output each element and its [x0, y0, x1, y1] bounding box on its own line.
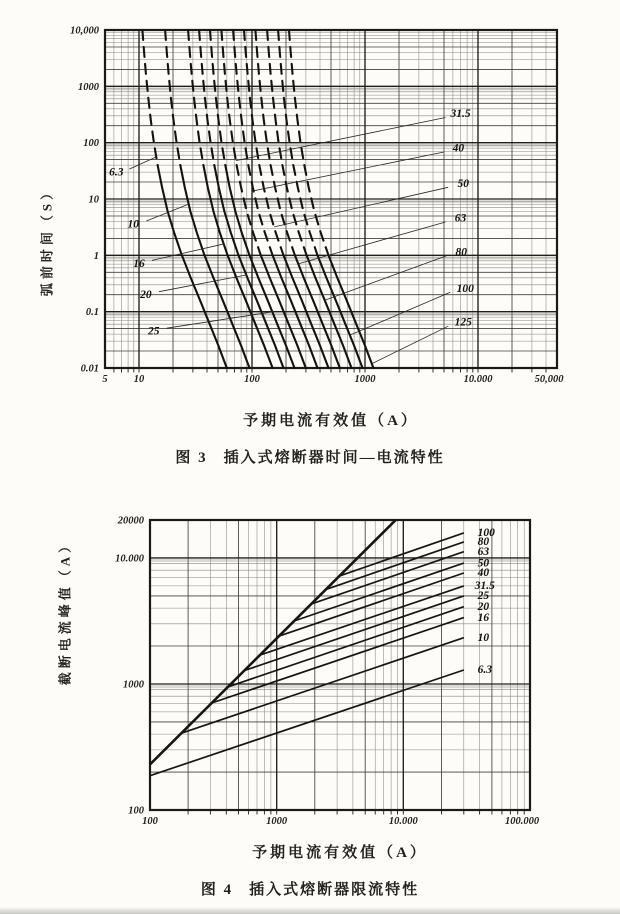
fig4-y-tick-label: 10.000 [115, 553, 144, 565]
fig3-curve-label-16: 16 [133, 257, 145, 270]
fig4-line-63 [150, 552, 464, 765]
fig3-curve-label-50: 50 [457, 177, 469, 190]
fig3-caption-number: 图 3 [175, 450, 208, 466]
fig4-line-label-63: 63 [477, 545, 490, 558]
fig3-curve-label-31.5: 31.5 [450, 107, 471, 120]
fig3-curve-6.3-lower [158, 165, 227, 368]
fig3-y-tick-label: 10,000 [70, 25, 99, 37]
fig3-y-axis-title: 弧前时间（S） [39, 182, 55, 297]
fig3-curve-label-6.3: 6.3 [109, 166, 124, 179]
fig4-caption-text: 插入式熔断器限流特性 [249, 882, 420, 898]
fig3-x-tick-label: 100 [244, 374, 260, 385]
fig3-y-tick-label: 100 [83, 138, 99, 150]
fig3-x-axis-title: 予期电流有效值（A） [243, 413, 419, 429]
fig4-y-tick-label: 100 [128, 805, 144, 817]
fig3-curve-label-40: 40 [452, 142, 465, 155]
fig3-leader-125 [372, 326, 448, 363]
fig3-leader-6.3 [129, 157, 155, 169]
fig4-caption [0, 878, 620, 899]
fig4-x-tick-label: 10.000 [388, 816, 418, 827]
fig4-y-tick-label: 1000 [123, 679, 144, 691]
fig3-x-tick-label: 10 [133, 374, 145, 385]
fig3-caption [0, 446, 620, 467]
fig3-x-tick-label: 10.000 [463, 374, 493, 385]
scan-edge-shadow [0, 907, 620, 914]
fig3-curve-label-80: 80 [455, 246, 467, 259]
fig3-y-tick-label: 1000 [78, 81, 99, 93]
fig4-x-tick-label: 100 [142, 816, 158, 827]
fig3-y-tick-label: 10 [88, 194, 99, 206]
fig4-line-label-50: 50 [477, 557, 490, 570]
fig3-curve-label-20: 20 [140, 289, 152, 302]
fig4-line-label-100: 100 [477, 527, 495, 540]
fig4-x-tick-label: 1000 [266, 816, 288, 827]
fig4-line-label-10: 10 [477, 631, 490, 644]
fig3-leader-20 [159, 275, 247, 292]
fig4-line-25 [150, 596, 464, 765]
fig3-x-tick-label: 5 [102, 374, 108, 385]
fig4-x-axis-title: 予期电流有效值（A） [252, 845, 428, 861]
fig4-line-10 [150, 638, 464, 765]
fig4-line-label-80: 80 [477, 536, 490, 549]
fig4-grid-minor [150, 520, 530, 810]
fig3-y-tick-label: 1 [93, 250, 99, 262]
fig3-curve-label-125: 125 [454, 316, 472, 329]
fig3-y-tick-label: 0.1 [85, 307, 99, 319]
fig3-curve-label-25: 25 [147, 325, 160, 338]
fig4-line-label-25: 25 [477, 590, 490, 603]
fig4-line-label-16: 16 [477, 611, 490, 624]
fig4-line-label-40: 40 [477, 567, 490, 580]
fig4-caption-number: 图 4 [200, 882, 234, 898]
fig4-x-tick-label: 100.000 [504, 816, 540, 827]
fig4-y-tick-label: 20000 [117, 515, 144, 527]
fig4-line-label-20: 20 [477, 600, 490, 613]
fig3-curve-label-63: 63 [454, 212, 467, 225]
fig4-line-label-31.5: 31.5 [474, 580, 495, 593]
fig4-chart [115, 516, 540, 828]
fig4-y-axis-title: 截断电流峰值（A） [57, 535, 73, 686]
fig3-caption-text: 插入式熔断器时间—电流特性 [223, 450, 445, 466]
fig3-curve-20-lower [214, 165, 283, 368]
fig3-curve-label-100: 100 [456, 282, 474, 295]
fig3-x-tick-label: 50,000 [534, 374, 564, 385]
fig3-chart [70, 26, 564, 386]
fig3-x-tick-label: 1000 [354, 374, 376, 385]
fig4-line-label-6.3: 6.3 [477, 664, 492, 677]
fig3-curve-label-10: 10 [127, 218, 140, 231]
fig3-leader-50 [274, 187, 448, 227]
fig3-y-tick-label: 0.01 [80, 363, 99, 375]
